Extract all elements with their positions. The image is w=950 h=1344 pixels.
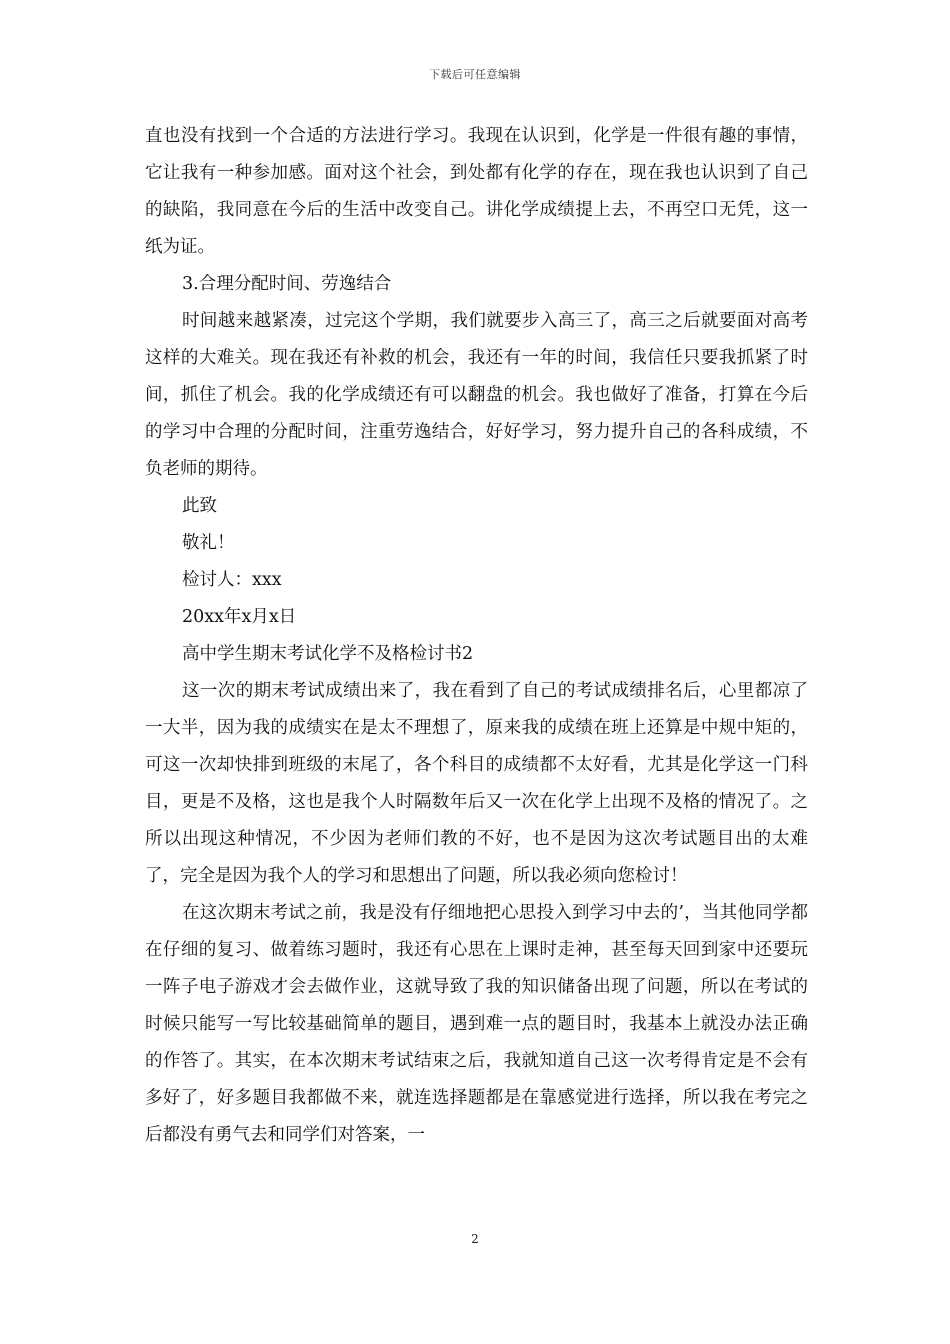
section-heading-3: 3.合理分配时间、劳逸结合: [182, 274, 392, 294]
date-line: 20xx年x月x日: [182, 607, 297, 627]
document-body: [145, 118, 808, 1154]
closing-regards: 敬礼！: [182, 533, 235, 553]
paragraph-before-exam: 在这次期末考试之前，我是没有仔细地把心思投入到学习中去的’，当其他同学都在仔细的复习、做着练习题时，我还有心思在上课时走神，甚至每天回到家中还要玩一阵子电子游戏才会去做作业，这就导致了我的知识储备出现了问题，所以在考试的时候只能写一写比较基础简单的题目，遇到难一点的题目时，我基本上就没办法正确的作答了。其实，在本次期末考试结束之后，我就知道自己这一次考得肯定是不会有多好了，好多题目我都做不来，就连选择题都是在靠感觉进行选择，所以我在考完之后都没有勇气去和同学们对答案，一: [145, 903, 808, 1145]
page-number: 2: [471, 1232, 479, 1246]
closing-salutation: 此致: [182, 496, 217, 516]
paragraph-time-management: 时间越来越紧凑，过完这个学期，我们就要步入高三了，高三之后就要面对高考这样的大难关。现在我还有补救的机会，我还有一年的时间，我信任只要我抓紧了时间，抓住了机会。我的化学成绩还有可以翻盘的机会。我也做好了准备，打算在今后的学习中合理的分配时间，注重劳逸结合，好好学习，努力提升自己的各科成绩，不负老师的期待。: [145, 311, 808, 479]
document-title-2: 高中学生期末考试化学不及格检讨书2: [182, 644, 474, 664]
paragraph-continued: 直也没有找到一个合适的方法进行学习。我现在认识到，化学是一件很有趣的事情，它让我有一种参加感。面对这个社会，到处都有化学的存在，现在我也认识到了自己的缺陷，我同意在今后的生活中改变自己。讲化学成绩提上去，不再空口无凭，这一纸为证。: [145, 126, 808, 257]
signer-line: 检讨人：xxx: [182, 570, 282, 590]
paragraph-exam-results: 这一次的期末考试成绩出来了，我在看到了自己的考试成绩排名后，心里都凉了一大半，因为我的成绩实在是太不理想了，原来我的成绩在班上还算是中规中矩的，可这一次却快排到班级的末尾了，各个科目的成绩都不太好看，尤其是化学这一门科目，更是不及格，这也是我个人时隔数年后又一次在化学上出现不及格的情况了。之所以出现这种情况，不少因为老师们教的不好，也不是因为这次考试题目出的太难了，完全是因为我个人的学习和思想出了问题，所以我必须向您检讨！: [145, 681, 808, 886]
page-header: 下载后可任意编辑: [429, 68, 521, 81]
